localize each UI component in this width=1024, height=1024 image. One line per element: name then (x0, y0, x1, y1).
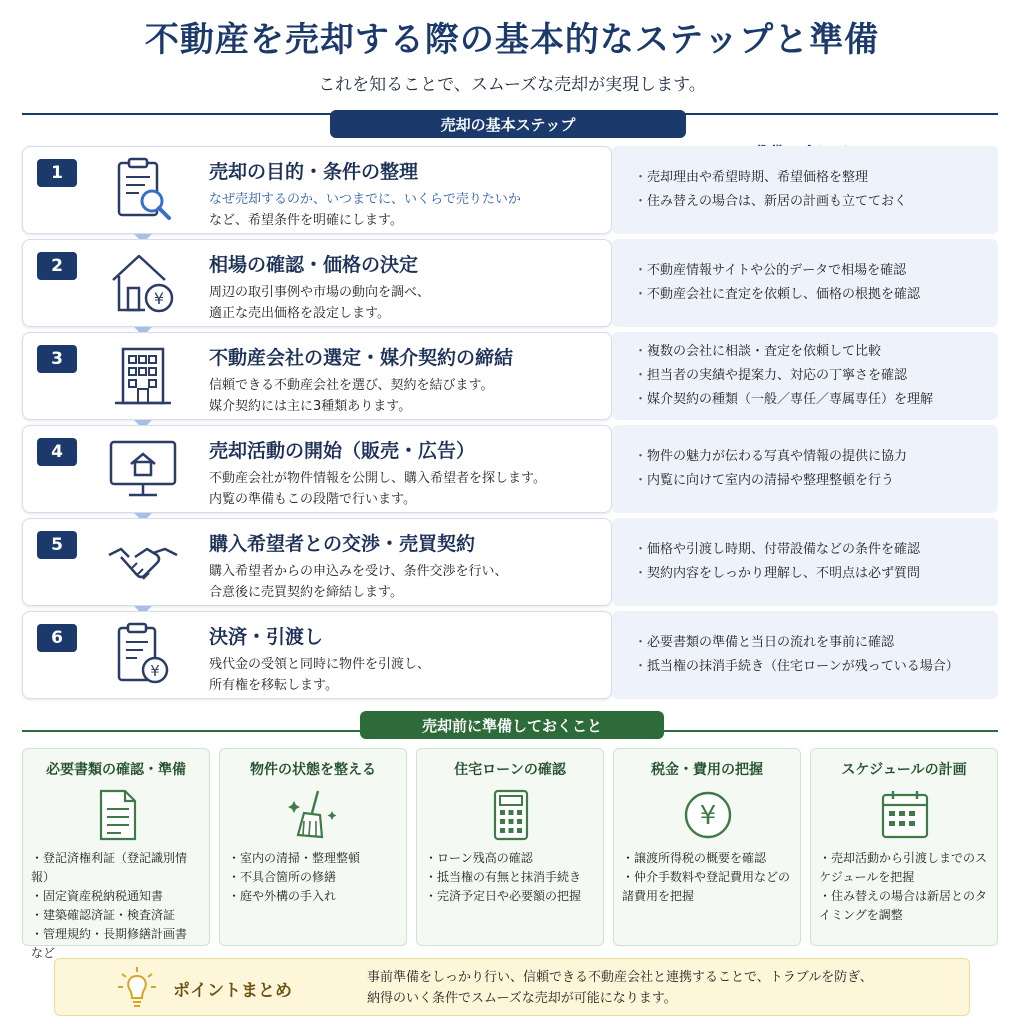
list-item: ・ 不動産情報サイトや公的データで相場を確認 (634, 259, 998, 283)
list-item: ・ 管理規約・長期修繕計画書 (31, 925, 203, 944)
step-points-1 (612, 146, 998, 234)
prep-card-loan (416, 748, 604, 946)
card-title: 住宅ローンの確認 (454, 762, 566, 778)
list-item: ・ 仲介手数料や登記費用などの諸費用を把握 (622, 868, 794, 906)
broom-sparkle-icon (284, 787, 344, 843)
card-list (31, 849, 203, 963)
svg-text:¥: ¥ (150, 662, 160, 680)
step-card-3 (22, 332, 612, 420)
office-building-icon (107, 341, 179, 411)
step-points-3 (612, 332, 998, 420)
step-card-5 (22, 518, 612, 606)
list-item: ・ 売却理由や希望時期、希望価格を整理 (634, 166, 998, 190)
summary-text: 事前準備をしっかり行い、信頼できる不動産会社と連携することで、トラブルを防ぎ、 納得のいく条件でスムーズな売却が可能になります。 (367, 970, 873, 1006)
steps-section-label: 売却の基本ステップ (330, 110, 686, 138)
step-card-6 (22, 611, 612, 699)
lightbulb-icon (117, 965, 157, 1011)
prep-section-label: 売却前に準備しておくこと (360, 711, 664, 739)
step-number: 6 (37, 624, 77, 652)
list-item: ・ 完済予定日や必要額の把握 (425, 887, 597, 906)
list-item: ・ 住み替えの場合は新居とのタイミングを調整 (819, 887, 991, 925)
list-item: ・ 複数の会社に相談・査定を依頼して比較 (634, 340, 998, 364)
list-item: ・ 抵当権の有無と抹消手続き (425, 868, 597, 887)
list-item: ・ 庭や外構の手入れ (228, 887, 400, 906)
step-title: 売却活動の開始（販売・広告） (209, 440, 476, 462)
step-description: なぜ売却するのか、いつまでに、いくらで売りたいか など、希望条件を明確にします。 (209, 192, 521, 228)
list-item: ・ 内覧に向けて室内の清掃や整理整頓を行う (634, 469, 998, 493)
monitor-house-icon (107, 434, 179, 504)
step-description: 信頼できる不動産会社を選び、契約を結びます。 媒介契約には主に3種類あります。 (209, 378, 494, 414)
page-title: 不動産を売却する際の基本的なステップと準備 (144, 20, 880, 60)
step-card-4 (22, 425, 612, 513)
calculator-icon (481, 787, 541, 843)
house-yen-icon (107, 248, 179, 318)
list-trailing: など (31, 946, 56, 960)
svg-text:¥: ¥ (699, 801, 717, 831)
step-card-2 (22, 239, 612, 327)
step-title: 決済・引渡し (209, 626, 324, 648)
summary-box (54, 958, 970, 1016)
step-title: 不動産会社の選定・媒介契約の締結 (209, 347, 514, 369)
step-description: 購入希望者からの申込みを受け、条件交渉を行い、 合意後に売買契約を締結します。 (209, 564, 508, 600)
list-item: ・ ローン残高の確認 (425, 849, 597, 868)
card-list (228, 849, 400, 906)
prep-card-documents (22, 748, 210, 960)
document-icon (87, 787, 147, 843)
list-item: ・ 不動産会社に査定を依頼し、価格の根拠を確認 (634, 283, 998, 307)
document-yen-icon (107, 620, 179, 690)
step-number: 4 (37, 438, 77, 466)
card-title: 税金・費用の把握 (651, 762, 763, 778)
card-title: スケジュールの計画 (841, 762, 967, 778)
step-title: 相場の確認・価格の決定 (209, 254, 419, 276)
page-subtitle: これを知ることで、スムーズな売却が実現します。 (318, 75, 706, 95)
list-item: ・ 住み替えの場合は、新居の計画も立てておく (634, 190, 998, 214)
card-title: 必要書類の確認・準備 (46, 762, 186, 778)
step-description: 残代金の受領と同時に物件を引渡し、 所有権を移転します。 (209, 657, 431, 693)
step-number: 2 (37, 252, 77, 280)
list-item: ・ 登記済権利証（登記識別情報） (31, 849, 203, 887)
list-item: ・ 建築確認済証・検査済証 (31, 906, 203, 925)
list-item: ・ 媒介契約の種類（一般／専任／専属専任）を理解 (634, 388, 998, 412)
list-item: ・ 売却活動から引渡しまでのスケジュールを把握 (819, 849, 991, 887)
handshake-icon (107, 527, 179, 597)
step-description: 不動産会社が物件情報を公開し、購入希望者を探します。 内覧の準備もこの段階で行います。 (209, 471, 546, 507)
summary-title: ポイントまとめ (173, 981, 292, 1001)
step-title: 売却の目的・条件の整理 (209, 161, 419, 183)
card-list (425, 849, 597, 906)
step-points-6 (612, 611, 998, 699)
list-item: ・ 固定資産税納税通知書 (31, 887, 203, 906)
svg-text:¥: ¥ (153, 289, 165, 308)
list-item: ・ 譲渡所得税の概要を確認 (622, 849, 794, 868)
card-title: 物件の状態を整える (250, 762, 376, 778)
prep-card-property (219, 748, 407, 946)
calendar-icon (875, 787, 935, 843)
step-points-5 (612, 518, 998, 606)
list-item: ・ 抵当権の抹消手続き（住宅ローンが残っている場合） (634, 655, 998, 679)
step-number: 3 (37, 345, 77, 373)
yen-coin-icon (678, 787, 738, 843)
step-points-4 (612, 425, 998, 513)
card-list (622, 849, 794, 906)
prep-card-tax (613, 748, 801, 946)
list-item: ・ 必要書類の準備と当日の流れを事前に確認 (634, 631, 998, 655)
list-item: ・ 室内の清掃・整理整頓 (228, 849, 400, 868)
list-item: ・ 担当者の実績や提案力、対応の丁寧さを確認 (634, 364, 998, 388)
step-title: 購入希望者との交渉・売買契約 (209, 533, 476, 555)
list-item: ・ 契約内容をしっかり理解し、不明点は必ず質問 (634, 562, 998, 586)
step-description: 周辺の取引事例や市場の動向を調べ、 適正な売出価格を設定します。 (209, 285, 431, 321)
card-list (819, 849, 991, 925)
list-item: ・ 価格や引渡し時期、付帯設備などの条件を確認 (634, 538, 998, 562)
list-item: ・ 不具合箇所の修繕 (228, 868, 400, 887)
list-item: ・ 物件の魅力が伝わる写真や情報の提供に協力 (634, 445, 998, 469)
step-points-2 (612, 239, 998, 327)
prep-card-schedule (810, 748, 998, 946)
step-card-1 (22, 146, 612, 234)
clipboard-search-icon (107, 155, 179, 225)
step-number: 5 (37, 531, 77, 559)
step-number: 1 (37, 159, 77, 187)
